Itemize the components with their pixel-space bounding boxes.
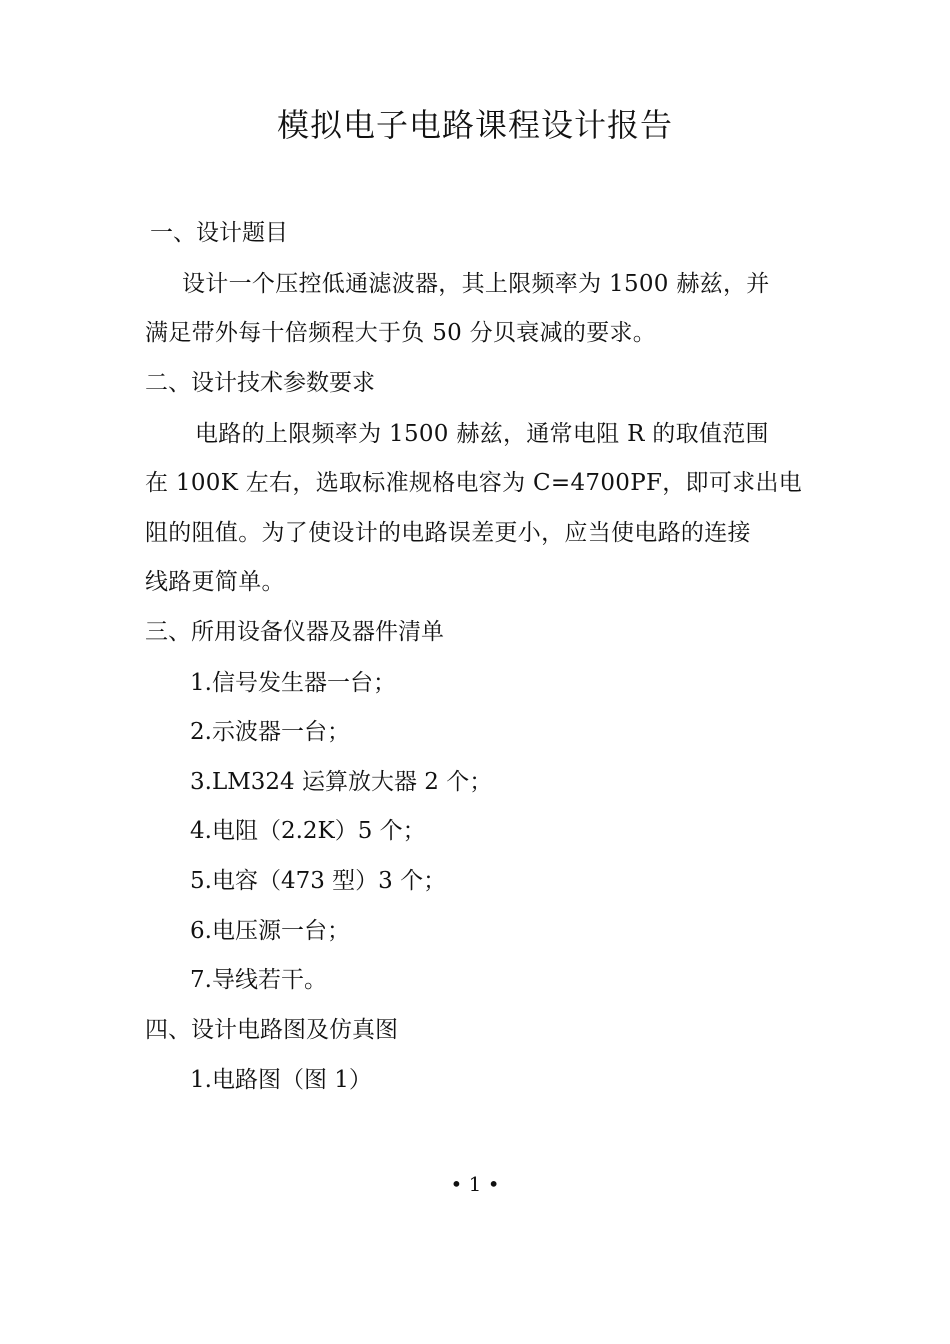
section-heading-parameters: 二、设计技术参数要求 <box>145 370 375 396</box>
list-item: 2.示波器一台； <box>190 719 350 745</box>
paragraph-line: 阻的阻值。为了使设计的电路误差更小，应当使电路的连接 <box>145 520 751 546</box>
list-item: 5.电容（473 型）3 个； <box>190 868 447 894</box>
list-item: 6.电压源一台； <box>190 918 350 944</box>
paragraph-line: 线路更简单。 <box>145 569 285 595</box>
paragraph-line: 电路的上限频率为 1500 赫兹，通常电阻 R 的取值范围 <box>195 421 769 447</box>
list-item: 3.LM324 运算放大器 2 个； <box>190 769 493 795</box>
paragraph-line: 满足带外每十倍频程大于负 50 分贝衰减的要求。 <box>145 320 657 346</box>
paragraph-line: 在 100K 左右，选取标准规格电容为 C=4700PF，即可求出电 <box>145 470 803 496</box>
section-heading-topic: 一、设计题目 <box>150 220 288 246</box>
list-item: 1.信号发生器一台； <box>190 670 396 696</box>
document-title: 模拟电子电路课程设计报告 <box>276 106 673 144</box>
list-item: 1.电路图（图 1） <box>190 1067 372 1093</box>
list-item: 4.电阻（2.2K）5 个； <box>190 818 426 844</box>
paragraph-line: 设计一个压控低通滤波器，其上限频率为 1500 赫兹，并 <box>182 271 770 297</box>
list-item: 7.导线若干。 <box>190 967 327 993</box>
section-heading-circuit: 四、设计电路图及仿真图 <box>145 1017 398 1043</box>
section-heading-equipment: 三、所用设备仪器及器件清单 <box>145 619 444 645</box>
page-number: • 1 • <box>450 1172 500 1196</box>
